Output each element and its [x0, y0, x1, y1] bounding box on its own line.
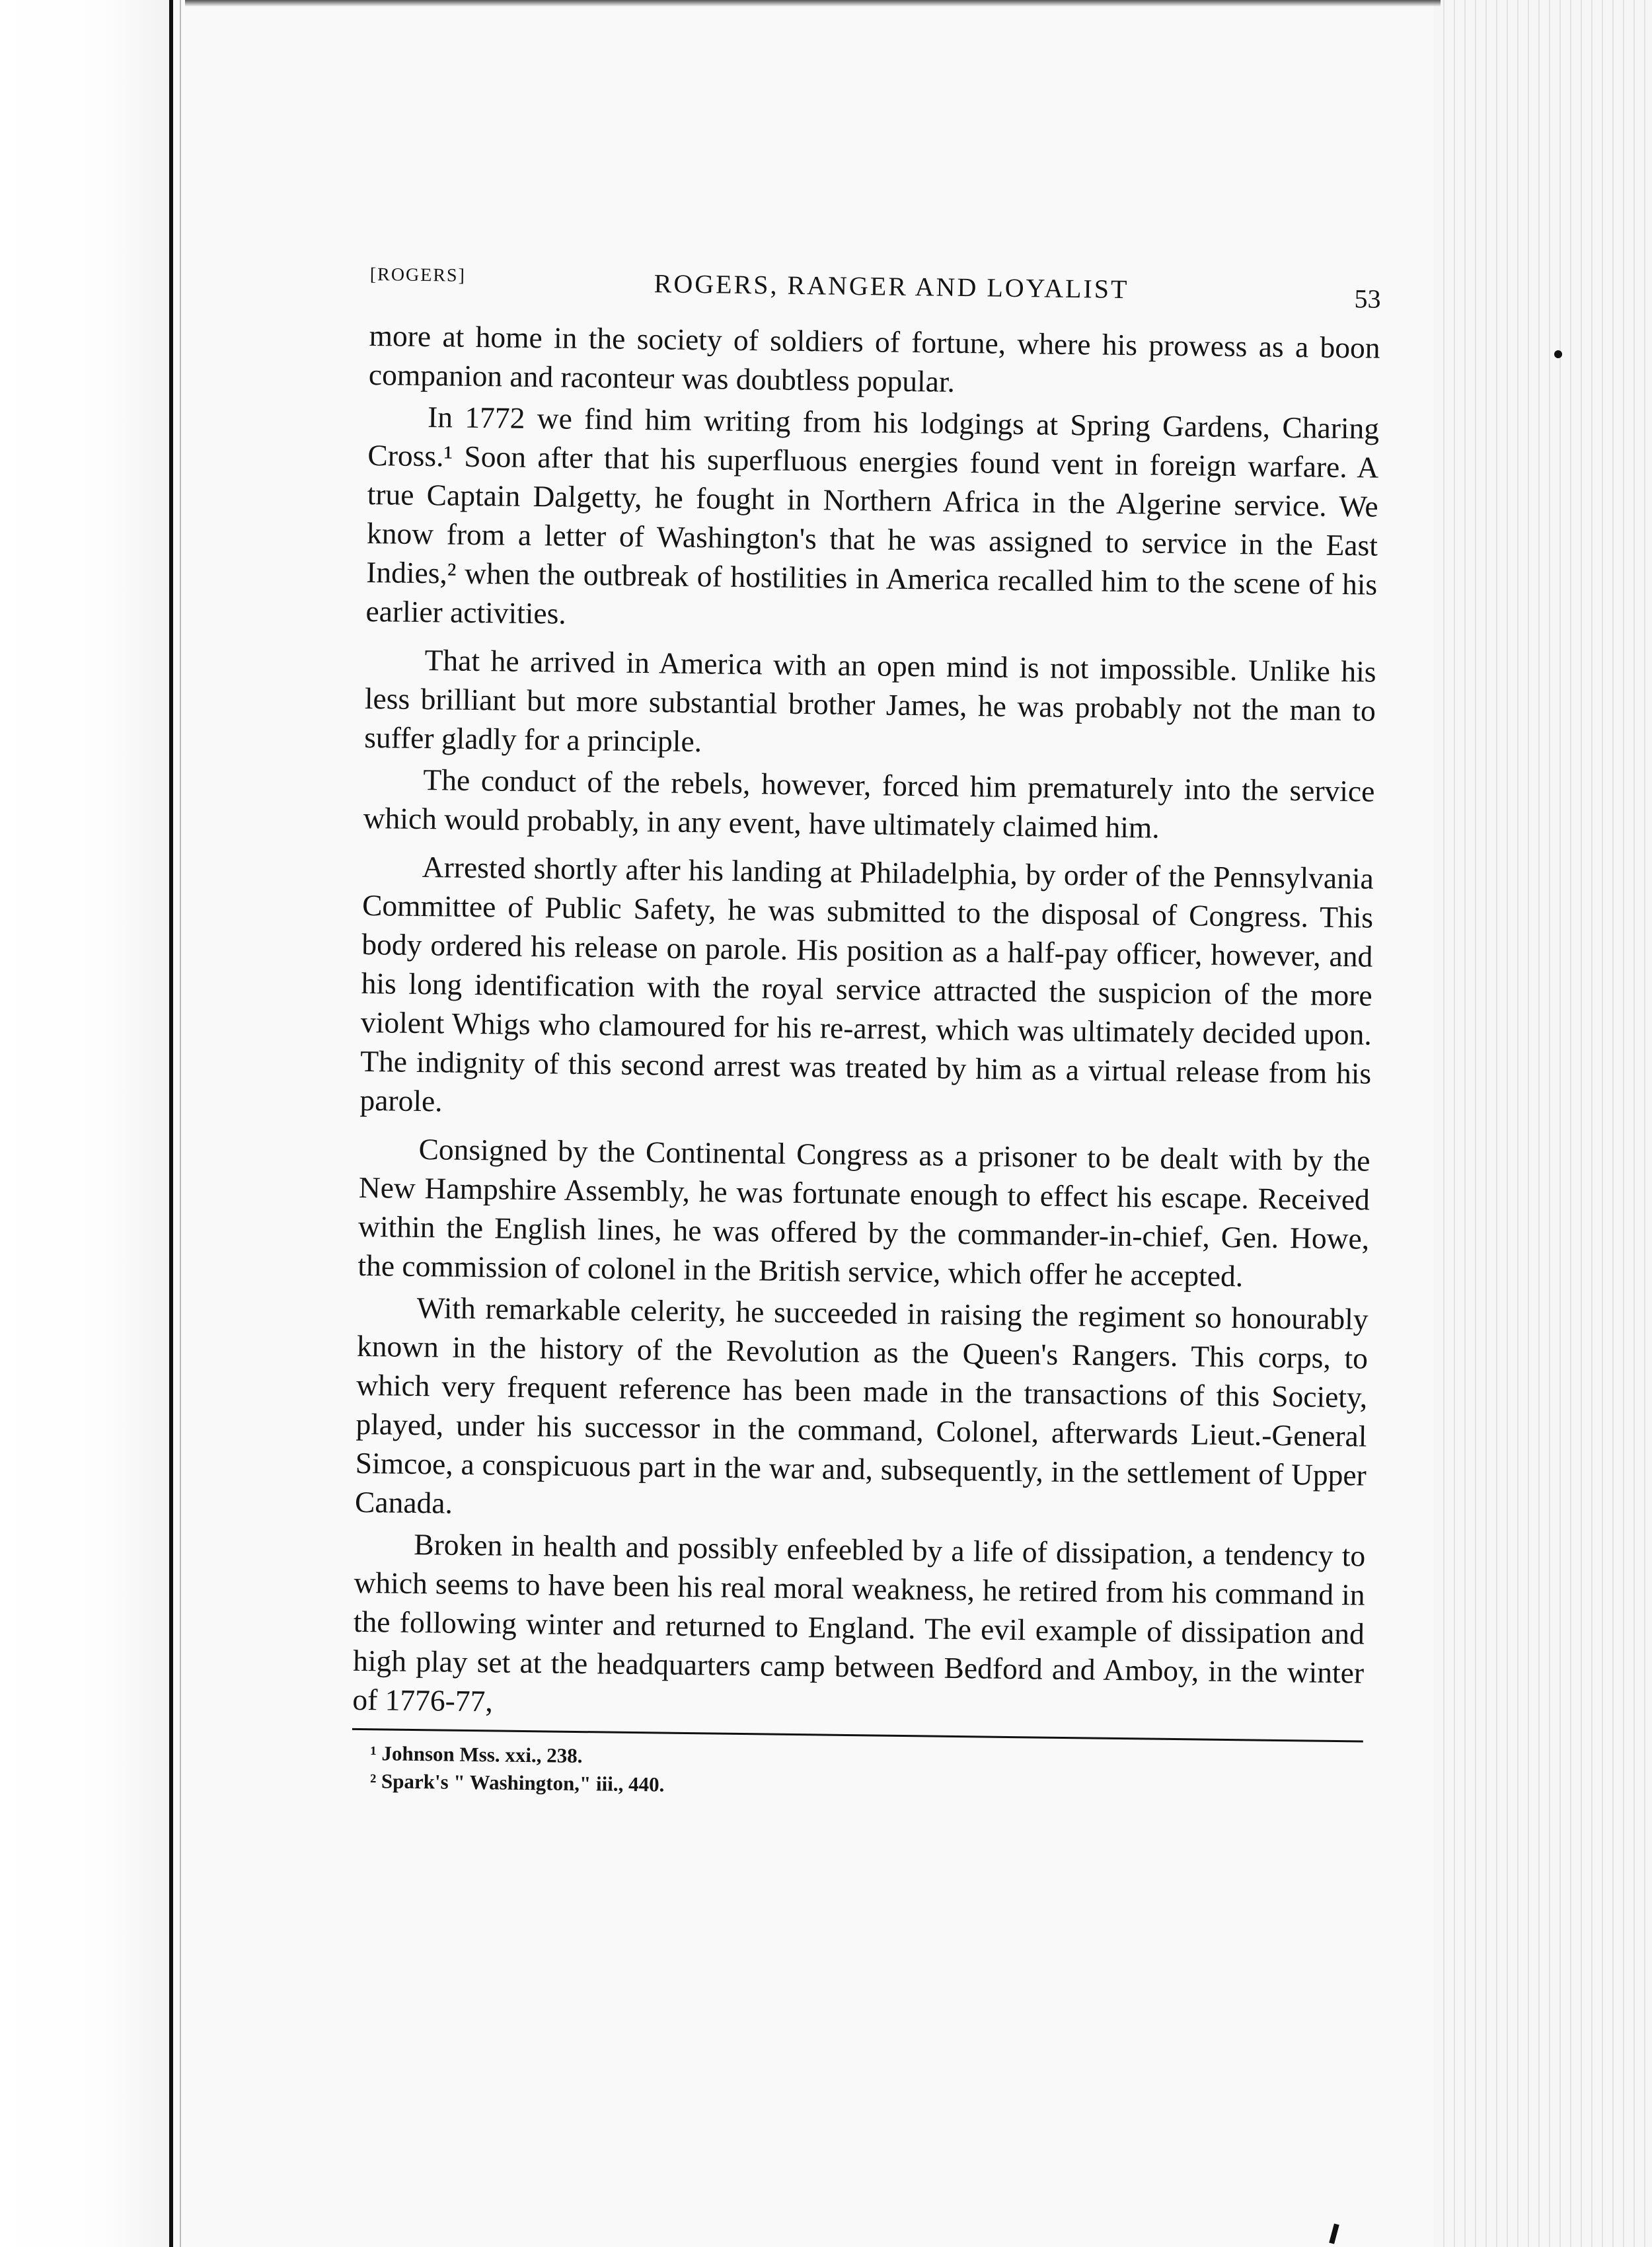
page-number: 53	[1354, 284, 1381, 314]
binding-gutter	[0, 0, 172, 2247]
footnote: ² Spark's " Washington," iii., 440.	[369, 1769, 665, 1796]
header-section-label: [ROGERS]	[369, 264, 467, 286]
paragraph: With remarkable celerity, he succeeded in raising the regiment so honourably known in the history of the Revolution as the Queen's Rangers. This corps, to which very frequent reference has been made in the transactions of this Society, played, under his successor in the command, Colonel, afterwards Lieut.-General Simcoe, a conspicuous part in the war and, subsequently, in the settlement of Upper Canada.	[354, 1290, 1369, 1520]
binding-shadow-line	[180, 0, 181, 2247]
footnotes	[352, 1739, 1363, 1808]
footnote: ¹ Johnson Mss. xxi., 238.	[370, 1741, 583, 1768]
running-header	[369, 264, 1381, 317]
body-text	[352, 316, 1380, 1732]
binding-edge-line	[169, 0, 173, 2247]
paragraph: more at home in the society of soldiers of fortune, where his prowess as a boon companion and raconteur was doubtless popular.	[368, 318, 1380, 399]
top-scan-shadow	[185, 0, 1441, 7]
paragraph: Broken in health and possibly enfeebled by a life of dissipation, a tendency to which seems to have been his real moral weakness, he retired from his command in the following winter and returned to England. The evil example of dissipation and high play set at the headquarters camp between Bedford and Amboy, in the winter of 1776-77,	[352, 1527, 1366, 1718]
header-title: ROGERS, RANGER AND LOYALIST	[654, 268, 1129, 305]
paragraph: Arrested shortly after his landing at Philadelphia, by order of the Pennsylvania Committee of Public Safety, he was submitted to the disposal of Congress. This body ordered his release on parole. His position as a half-pay officer, however, and his long identification with the royal service attracted the suspicion of the more violent Whigs who clamoured for his re-arrest, which was ultimately decided upon. The indignity of this second arrest was treated by him as a virtual release from his parole.	[359, 850, 1374, 1118]
page-edges	[1434, 0, 1652, 2247]
ink-speck	[1554, 350, 1562, 358]
paragraph: That he arrived in America with an open mind is not impossible. Unlike his less brilliant but more substantial brother James, he was probably not the man to suffer gladly for a principle.	[363, 643, 1376, 759]
paragraph: Consigned by the Continental Congress as a prisoner to be dealt with by the New Hampshire Assembly, he was fortunate enough to effect his escape. Received within the English lines, he was offered by the commander-in-chief, Gen. Howe, the commission of colonel in the British service, which offer he accepted.	[357, 1132, 1370, 1293]
paragraph: In 1772 we find him writing from his lodgings at Spring Gardens, Charing Cross.¹ Soon after that his superfluous energies found vent in foreign warfare. A true Captain Dalgetty, he fought in Northern Africa in the Algerine service. We know from a letter of Washington's that he was assigned to service in the East Indies,² when the outbreak of hostilities in America recalled him to the scene of his earlier activities.	[365, 400, 1380, 630]
text-block	[352, 264, 1381, 1808]
paragraph: The conduct of the rebels, however, forced him prematurely into the service which would probably, in any event, have ultimately claimed him.	[363, 763, 1375, 845]
footnote-rule	[352, 1728, 1363, 1743]
bottom-ink-mark	[1329, 2223, 1339, 2244]
